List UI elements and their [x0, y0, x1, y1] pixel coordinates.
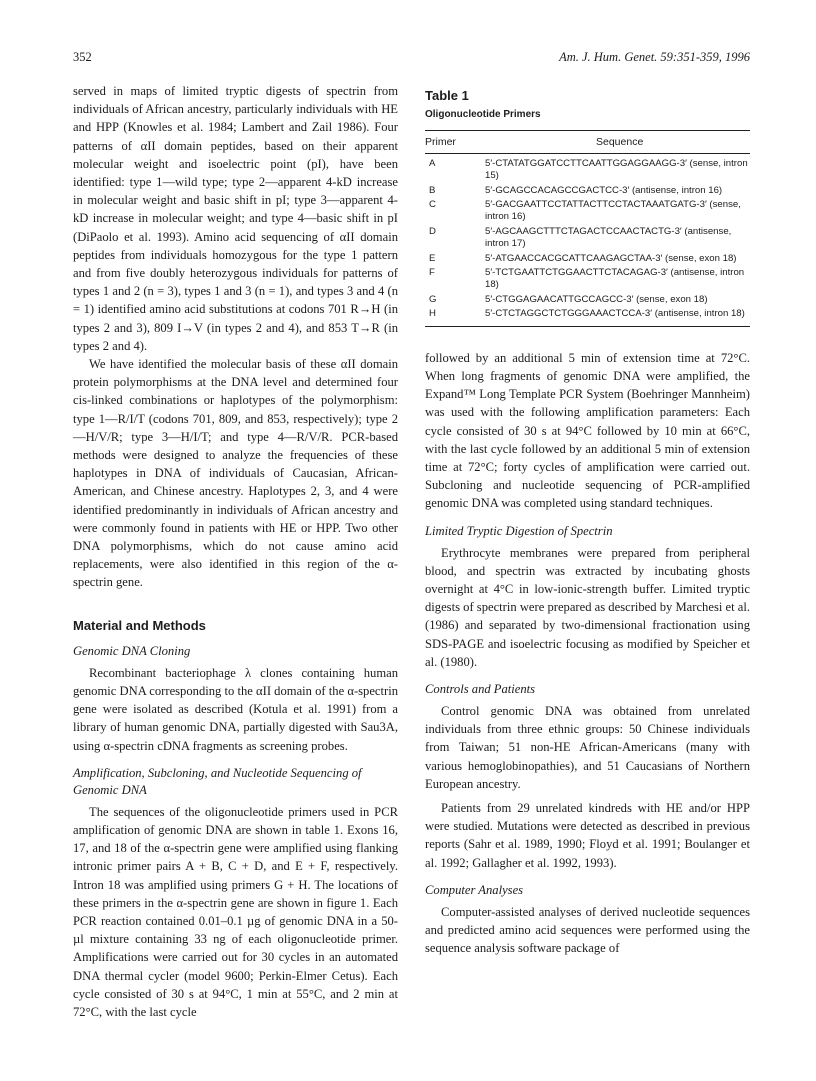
table-subtitle: Oligonucleotide Primers [425, 109, 541, 120]
subsection-heading: Computer Analyses [425, 882, 524, 897]
paragraph: Patients from 29 unrelated kindreds with HE and/or HPP were studied. Mutations were detected as described in previous reports (Sahr et al. 1989, 1990; Floyd et al. 1991; Boulanger et al. 1992; Gallagher et al. 1992, 1993). [425, 801, 750, 870]
table-header-primer: Primer [425, 136, 456, 148]
primer-id: A [429, 158, 436, 170]
primer-id: B [429, 184, 436, 196]
table-row [425, 157, 750, 184]
journal-citation: Am. J. Hum. Genet. 59:351-359, 1996 [559, 50, 750, 64]
subsection-heading: Controls and Patients [425, 682, 536, 696]
primer-sequence: 5′-ATGAACCACGCATTCAAGAGCTAA-3′ (sense, exon 18) [485, 252, 737, 264]
paragraph: Control genomic DNA was obtained from unrelated individuals from three ethnic groups: 50 Chinese individuals from Taiwan; 51 non-HE African-Americans (many with various hemoglobinopathies), and 51 Caucasians of Northern European ancestry. [425, 704, 750, 791]
table-row [425, 307, 750, 322]
primer-id: C [429, 199, 436, 211]
table-title: Table 1 [425, 88, 469, 103]
paragraph: Erythrocyte membranes were prepared from peripheral blood, and spectrin was extracted by incubating ghosts overnight at 4°C in low-ionic-strength buffer. Limited tryptic digests of spectrin were prepared as described by Marchesi et al. (1986) and separated by two-dimensional fractionation using SDS-PAGE and isoelectric focusing as modified by Speicher et al. (1980). [425, 545, 750, 669]
primer-sequence: 5′-CTCTAGGCTCTGGGAAACTCCA-3′ (antisense, intron 18) [485, 308, 745, 320]
primer-id: H [429, 308, 436, 320]
subsection-heading: Genomic DNA Cloning [73, 643, 191, 658]
primer-sequence: 5′-GCAGCCACAGCCGACTCC-3′ (antisense, intron 16) [485, 184, 723, 196]
primer-sequence: 5′-CTATATGGATCCTTCAATTGGAGGAAGG-3′ (sense, intron 15) [485, 158, 748, 182]
table-row [425, 293, 750, 308]
subsection-heading: Limited Tryptic Digestion of Spectrin [425, 523, 613, 538]
right-column [425, 88, 750, 957]
subsection-heading: Amplification, Subcloning, and Nucleotide Sequencing of Genomic DNA [73, 765, 362, 797]
table-header-sequence: Sequence [596, 136, 644, 148]
paragraph: The sequences of the oligonucleotide primers used in PCR amplification of genomic DNA are shown in table 1. Exons 16, 17, and 18 of the α-spectrin gene were amplified using flanking intronic primer pairs A + B, C + D, and E + F, respectively. Intron 18 was amplified using primers G + H. The locations of these primers in the α-spectrin gene are shown in figure 1. Each PCR reaction contained 0.01–0.1 µg of genomic DNA in a 50-µl mixture containing 33 ng of each oligonucleotide primer. Amplifications were carried out for 30 cycles in an automated DNA thermal cycler (model 9600; Perkin-Elmer Cetus). Each cycle consisted of 30 s at 94°C, 1 min at 55°C, and 2 min at 72°C, with the last cycle [73, 804, 398, 1019]
table-row [425, 198, 750, 225]
paragraph: Recombinant bacteriophage λ clones containing human genomic DNA corresponding to the αII domain of the α-spectrin gene were isolated as described (Kotula et al. 1991) from a library of human genomic DNA, partially digested with Sau3A, using α-spectrin cDNA fragments as screening probes. [73, 665, 398, 753]
table-row [425, 251, 750, 266]
table-rule-bottom [425, 326, 750, 327]
table-row [425, 225, 750, 252]
primer-id: G [429, 293, 437, 305]
table-row [425, 184, 750, 199]
primer-id: F [429, 267, 435, 279]
section-heading: Material and Methods [73, 617, 206, 633]
second-paragraph: We have identified the molecular basis of these αII domain protein polymorphisms at the DNA level and determined four cis-linked combinations or haplotypes of the polymorphism: type 1—R/I/T (codons 701, 809, and 853, respectively); type 2—H/V/R; type 3—H/I/T; and type 4—R/V/R. PCR-based methods were designed to analyze the frequencies of these haplotypes in DNA of individuals of Caucasian, African-American, and Chinese ancestry. Haplotypes 2, 3, and 4 were identified predominantly in individuals of African ancestry and were commonly found in patients with HE or HPP. Two other DNA polymorphisms, which do not cause amino acid replacements, were also identified in this region of the α-spectrin gene. [73, 357, 398, 590]
primer-sequence: 5′-TCTGAATTCTGGAACTTCTACAGAG-3′ (antisense, intron 18) [485, 267, 745, 291]
primer-table [425, 131, 750, 322]
primer-id: D [429, 226, 436, 238]
primer-id: E [429, 252, 436, 264]
paragraph: Computer-assisted analyses of derived nucleotide sequences and predicted amino acid sequences were performed using the sequence analysis software package of [425, 904, 750, 956]
table-rule-header [425, 153, 750, 154]
page-number: 352 [73, 50, 92, 64]
primer-sequence: 5′-AGCAAGCTTTCTAGACTCCAACTACTG-3′ (antisense, intron 17) [485, 226, 732, 250]
continuation-paragraph: followed by an additional 5 min of extension time at 72°C. When long fragments of genomic DNA were amplified, the Expand™ Long Template PCR System (Boehringer Mannheim) was used with the following amplification parameters: Each cycle consisted of 30 s at 94°C followed by 10 min at 66°C, with the last cycle followed by an additional 5 min of extension time at 72°C; forty cycles of amplification were carried out. Subcloning and nucleotide sequencing of PCR-amplified genomic DNA was completed using standard techniques. [425, 350, 750, 511]
left-column [73, 82, 398, 1021]
table-row [425, 266, 750, 293]
primer-sequence: 5′-GACGAATTCCTATTACTTCCTACTAAATGATG-3′ (sense, intron 16) [485, 199, 741, 223]
primer-sequence: 5′-CTGGAGAACATTGCCAGCC-3′ (sense, exon 18) [485, 293, 708, 305]
intro-paragraph: served in maps of limited tryptic digests of spectrin from individuals of African ancestry, particularly individuals with HE and HPP (Knowles et al. 1984; Lambert and Zail 1986). Four patterns of αII domain peptides, based on their apparent molecular weight and isoelectric point (pI), have been identified: type 1—wild type; type 2—apparent 4-kD increase in molecular weight and basic shift in pI; type 3—apparent 4-kD increase in molecular weight; and type 4—basic shift in pI (DiPaolo et al. 1993). Amino acid sequencing of αII domain peptides from individuals homozygous for the type 1 pattern and from five doubly heterozygous individuals for patterns of types 1 and 2 (n = 3), types 1 and 3 (n = 1), and types 3 and 4 (n = 1) identified amino acid substitutions at codons 701 R→H (in types 2 and 3), 809 I→V (in types 2 and 4), and 853 T→R (in types 2 and 4). [73, 84, 398, 353]
